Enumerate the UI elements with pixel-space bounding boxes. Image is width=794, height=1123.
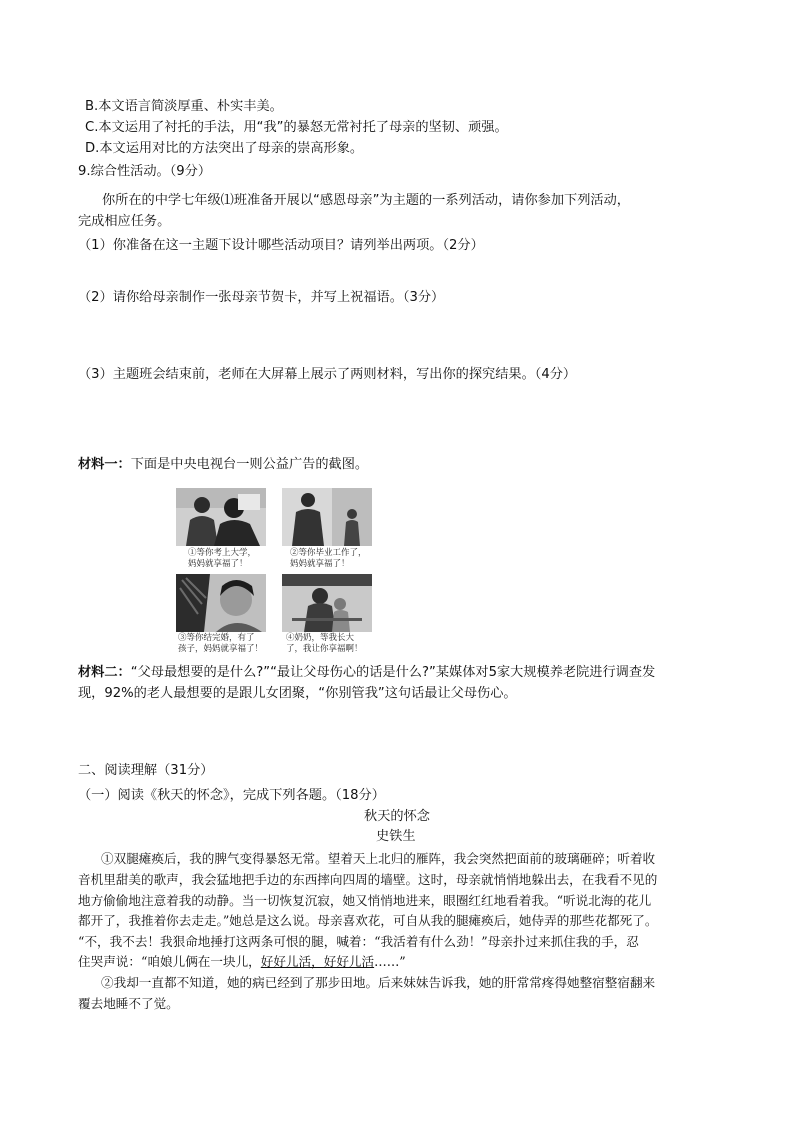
q8-option-c: C.本文运用了衬托的手法，用“我”的暴怒无常衬托了母亲的坚韧、顽强。 [85, 120, 508, 135]
q8-option-b: B.本文语言简淡厚重、朴实丰美。 [85, 99, 283, 114]
article-p1-line5: “不，我不去！我狠命地捶打这两条可恨的腿，喊着：“我活着有什么劲！”母亲扑过来抓住我的手，忍 [78, 934, 639, 949]
article-p1-line3: 地方偷偷地注意着我的动静。当一切恢复沉寂，她又悄悄地进来，眼圈红红地看着我。“听说北海的花儿 [78, 893, 652, 908]
ad-photo-4-image [282, 574, 372, 632]
material1-label: 材料一： [78, 457, 131, 472]
ad-photo-3 [176, 574, 266, 632]
material1 [78, 457, 368, 473]
ad-caption-4-line1: ④奶奶，等我长大 [286, 633, 355, 643]
article-p1-line6-a: 住哭声说：“咱娘儿俩在一块儿， [78, 954, 261, 969]
q9-intro-line1: 你所在的中学七年级⑴班准备开展以“感恩母亲”为主题的一系列活动，请你参加下列活动， [102, 193, 630, 208]
ad-caption-2-line2: 妈妈就享福了！ [290, 559, 350, 569]
ad-caption-4-line2: 了，我让你享福啊！ [286, 644, 363, 654]
article-p2-line2: 覆去地睡不了觉。 [78, 996, 179, 1011]
q9-title: 9.综合性活动。（9分） [78, 164, 212, 179]
q9-sub2: （2）请你给母亲制作一张母亲节贺卡，并写上祝福语。（3分） [78, 290, 445, 305]
article-p1-line6 [78, 954, 406, 970]
material2-text-1: “父母最想要的是什么?”“最让父母伤心的话是什么?”某媒体对5家大规模养老院进行调查发 [130, 665, 656, 680]
ad-caption-1-line2: 妈妈就享福了！ [188, 559, 248, 569]
article-p2-line1: ②我却一直都不知道，她的病已经到了那步田地。后来妹妹告诉我，她的肝常常疼得她整宿整宿翻来 [101, 975, 656, 990]
q8-option-d: D.本文运用对比的方法突出了母亲的崇高形象。 [85, 141, 364, 156]
article-underlined-phrase: 好好儿活，好好儿活 [260, 954, 375, 969]
ad-photo-4 [282, 574, 372, 632]
article-p1-line4: 都开了，我推着你去走走。”她总是这么说。母亲喜欢花，可自从我的腿瘫痪后，她侍弄的那些花都死了。 [78, 913, 658, 928]
material2-label: 材料二： [78, 665, 131, 680]
q9-sub3: （3）主题班会结束前，老师在大屏幕上展示了两则材料，写出你的探究结果。（4分） [78, 367, 577, 382]
ad-caption-3-line2: 孩子，妈妈就享福了！ [178, 644, 264, 654]
ad-photo-2 [282, 488, 372, 546]
q9-intro-line2: 完成相应任务。 [78, 214, 171, 229]
material2-line1 [78, 665, 655, 681]
ad-photo-2-image [282, 488, 372, 546]
ad-caption-2-line1: ②等你毕业工作了， [290, 548, 367, 558]
article-title: 秋天的怀念 [364, 809, 430, 824]
ad-photo-1 [176, 488, 266, 546]
section2-part1: （一）阅读《秋天的怀念》，完成下列各题。（18分） [78, 788, 385, 803]
ad-screenshot-grid [176, 488, 376, 654]
q9-sub1: （1）你准备在这一主题下设计哪些活动项目？请列举出两项。（2分） [78, 238, 484, 253]
material1-text: 下面是中央电视台一则公益广告的截图。 [130, 457, 369, 472]
ad-caption-3-line1: ③等你结完婚，有了 [178, 633, 255, 643]
ad-photo-1-image [176, 488, 266, 546]
ad-photo-3-image [176, 574, 266, 632]
article-p1-line1: ①双腿瘫痪后，我的脾气变得暴怒无常。望着天上北归的雁阵，我会突然把面前的玻璃砸碎；听着收 [101, 851, 656, 866]
article-p1-line6-c: ……” [374, 954, 406, 969]
section2-title: 二、阅读理解（31分） [78, 763, 214, 778]
article-p1-line2: 音机里甜美的歌声，我会猛地把手边的东西摔向四周的墙壁。这时，母亲就悄悄地躲出去，在我看不见的 [78, 872, 658, 887]
ad-caption-1-line1: ①等你考上大学， [188, 548, 257, 558]
material2-line2: 现，92%的老人最想要的是跟儿女团聚，“你别管我”这句话最让父母伤心。 [78, 686, 517, 701]
article-author: 史铁生 [376, 829, 416, 844]
